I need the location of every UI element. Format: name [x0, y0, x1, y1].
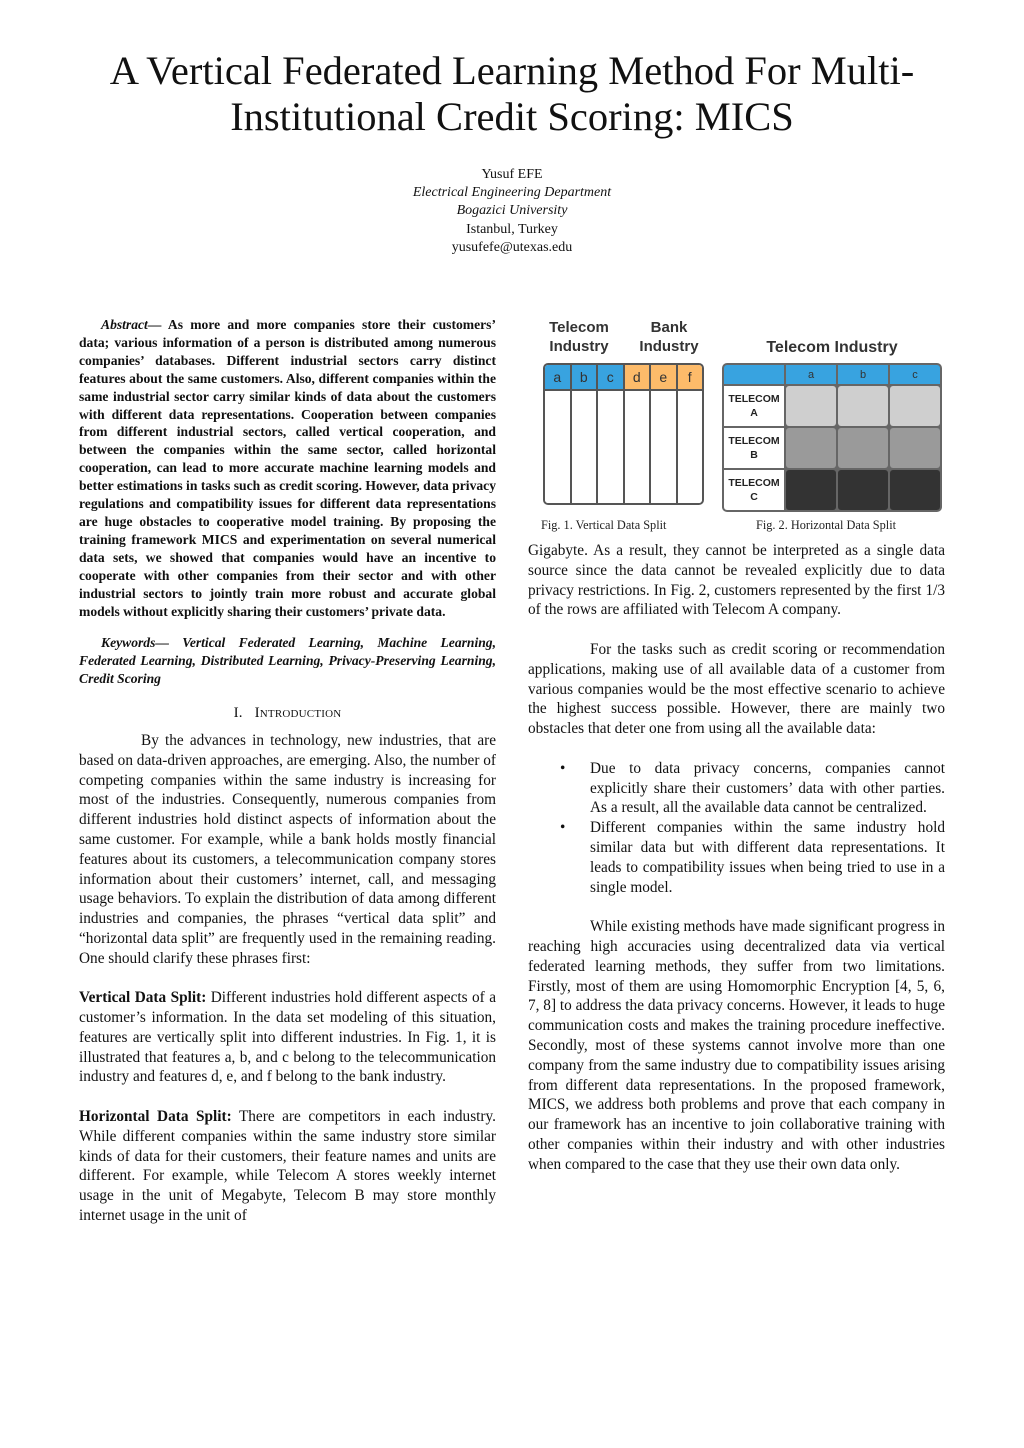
author-department: Electrical Engineering Department	[412, 185, 612, 201]
feature-header: c	[890, 365, 940, 384]
feature-column	[572, 365, 599, 503]
row-label-line: TELECOM	[728, 435, 780, 447]
group-header-bank	[630, 318, 708, 356]
abstract	[79, 316, 496, 620]
author-university: Bogazici University	[456, 203, 568, 219]
continued-paragraph: Gigabyte. As a result, they cannot be interpreted as a single data source since the data cannot be revealed explicitly due to data privacy restrictions. In Fig. 2, customers represented by the first 1/3 of the rows are affiliated with Telecom A company.	[528, 542, 945, 619]
keywords-label: Keywords—	[101, 635, 169, 651]
corner-header	[724, 365, 784, 384]
feature-body	[598, 391, 623, 503]
data-cell	[890, 428, 940, 468]
data-cell	[786, 470, 836, 510]
feature-body	[572, 391, 597, 503]
group-header-telecom	[540, 318, 618, 356]
list-item-text: Due to data privacy concerns, companies cannot explicitly share their customers’ data with other parties. As a result, all the available data cannot be centralized.	[590, 759, 945, 817]
feature-column	[598, 365, 625, 503]
feature-header: b	[838, 365, 888, 384]
vertical-split-label: Vertical Data Split:	[79, 989, 207, 1007]
author-email: yusufefe@utexas.edu	[451, 239, 573, 255]
keywords-text: Vertical Federated Learning, Machine Learning, Federated Learning, Distributed Learning, Privacy-Preserving Learning, Credit Scoring	[79, 635, 496, 687]
row-label-line: TELECOM	[728, 477, 780, 489]
paper-title	[60, 48, 964, 140]
feature-body	[545, 391, 570, 503]
row-label-line: A	[750, 407, 758, 419]
feature-body	[651, 391, 676, 503]
data-cell	[786, 428, 836, 468]
feature-header: a	[786, 365, 836, 384]
figure-1-caption: Fig. 1. Vertical Data Split	[541, 518, 667, 532]
data-cell	[838, 470, 888, 510]
row-label-telecom-a	[724, 386, 784, 426]
title-line-1: A Vertical Federated Learning Method For Multi-	[109, 48, 915, 93]
feature-body	[625, 391, 650, 503]
obstacles-list	[528, 759, 945, 898]
title-line-2: Institutional Credit Scoring: MICS	[230, 94, 794, 139]
group-header-line: Industry	[549, 338, 609, 355]
list-item-text: Different companies within the same industry hold similar data but with different data representations. It leads to compatibility issues when being tried to use in a single model.	[590, 819, 945, 896]
bullet-icon: •	[560, 819, 566, 837]
row-label-line: C	[750, 491, 758, 503]
data-cell	[786, 386, 836, 426]
section-title: Introduction	[254, 705, 342, 722]
row-label-telecom-b	[724, 428, 784, 468]
horizontal-split-paragraph	[79, 1107, 496, 1226]
horizontal-split-label: Horizontal Data Split:	[79, 1108, 232, 1126]
group-header-line: Telecom	[549, 319, 609, 336]
data-cell	[890, 470, 940, 510]
section-heading-introduction	[79, 704, 496, 724]
group-header-line: Bank	[650, 319, 688, 336]
abstract-text: As more and more companies store their customers’ data; various information of a person is distributed among numerous companies’ databases. Different industrial sectors carry distinct features about the same customers. Also, different companies within the same industrial sector carry similar kinds of data about the customers with different data representations. Cooperation between companies from different industrial sectors, called vertical cooperation, and between the companies within the same sector, called horizontal cooperation, can lead to more accurate machine learning models and better estimations in tasks such as credit scoring. However, data privacy regulations and compatibility issues for different data representations are huge obstacles to cooperative model training. By proposing the training framework MICS and experimentation on several numerical data sets, we showed that companies would have an incentive to cooperate with other companies from their sector and with other industrial sectors to jointly train more robust and accurate global models without explicitly sharing their customers’ private data.	[79, 317, 496, 619]
section-number: I.	[233, 705, 243, 722]
figure-2-table	[722, 363, 942, 512]
intro-paragraph-3: While existing methods have made significant progress in reaching high accuracies using decentralized data via vertical federated learning methods, they suffer from two limitations. Firstly, most of them are using Homomorphic Encryption [4, 5, 6, 7, 8] to address the data privacy concerns. However, it leads to huge communication costs and makes the training procedure ineffective. Secondly, most of these systems cannot involve more than one company from the same industry due to compatibility issues arising from different data representations. In the proposed framework, MICS, we address both problems and prove that each company in our framework has an incentive to join collaborative training with other companies within their industry and with other industries when compared to the case that they use their own data only.	[528, 918, 945, 1173]
data-cell	[838, 386, 888, 426]
author-block	[312, 166, 712, 257]
list-item	[528, 818, 945, 897]
figure-1-vertical-split	[540, 318, 708, 505]
feature-header: a	[545, 365, 570, 391]
vertical-split-paragraph	[79, 988, 496, 1087]
vertical-split-text: Different industries hold different aspects of a customer’s information. In the data set modeling of this situation, features are vertically split into different industries. In Fig. 1, it is illustrated that features a, b, and c belong to the telecommunication industry and features d, e, and f belong to the bank industry.	[79, 989, 496, 1086]
intro-paragraph-1: By the advances in technology, new industries, that are based on data-driven approaches, are emerging. Also, the number of competing companies within the same industry is increasing for most of the industries. Consequently, numerous companies from different industries hold distinct aspects of information about the same customer. For example, while a bank holds mostly financial features about its customers, a telecommunication company stores information about their customers’ internet, call, and messaging usage behaviors. To explain the distribution of data among different industries and companies, the phrases “vertical data split” and “horizontal data split” are frequently used in the remaining reading. One should clarify these phrases first:	[79, 731, 496, 967]
bullet-icon: •	[560, 759, 566, 777]
feature-column	[545, 365, 572, 503]
data-cell	[838, 428, 888, 468]
feature-column	[651, 365, 678, 503]
row-label-telecom-c	[724, 470, 784, 510]
row-label-line: B	[750, 449, 758, 461]
keywords	[79, 634, 496, 688]
group-header-line: Industry	[639, 338, 699, 355]
feature-header: f	[678, 365, 703, 391]
feature-header: e	[651, 365, 676, 391]
feature-header: b	[572, 365, 597, 391]
author-name: Yusuf EFE	[481, 167, 543, 182]
figure-2-title: Telecom Industry	[766, 339, 898, 356]
figure-1-table	[543, 363, 704, 505]
abstract-label: Abstract—	[101, 317, 162, 332]
author-location: Istanbul, Turkey	[466, 221, 558, 237]
list-item	[528, 759, 945, 818]
feature-column	[625, 365, 652, 503]
feature-column	[678, 365, 703, 503]
data-cell	[890, 386, 940, 426]
figure-1-group-headers	[540, 318, 708, 356]
horizontal-split-text: There are competitors in each industry. While different companies within the same industry store similar kinds of data for their customers, their feature names and units are different. For example, while Telecom A stores weekly internet usage in the unit of Megabyte, Telecom B may store monthly internet usage in the unit of	[79, 1108, 496, 1225]
figure-2-caption: Fig. 2. Horizontal Data Split	[756, 518, 897, 532]
left-column	[79, 316, 496, 1226]
row-label-line: TELECOM	[728, 393, 780, 405]
feature-header: d	[625, 365, 650, 391]
figure-2-horizontal-split	[722, 338, 942, 512]
right-column	[528, 541, 945, 1175]
feature-header: c	[598, 365, 623, 391]
intro-paragraph-2: For the tasks such as credit scoring or recommendation applications, making use of all available data of a customer from various companies would be the most effective scenario to achieve the highest success possible. However, there are mainly two obstacles that deter one from using all the available data:	[528, 640, 945, 738]
feature-body	[678, 391, 703, 503]
